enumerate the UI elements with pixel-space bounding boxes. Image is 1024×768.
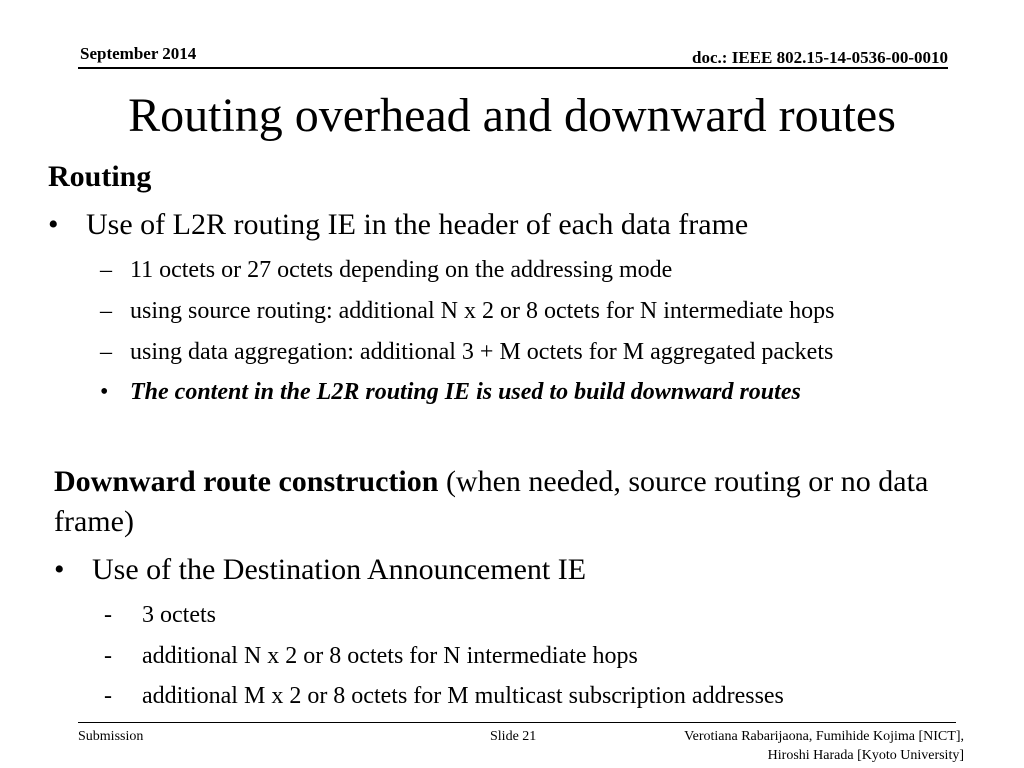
routing-subitem-text: 11 octets or 27 octets depending on the addressing mode [130, 257, 673, 283]
slide-title: Routing overhead and downward routes [128, 89, 896, 142]
footer-authors-line1: Verotiana Rabarijaona, Fumihide Kojima [NICT], [684, 729, 964, 744]
routing-item-text: Use of L2R routing IE in the header of each data frame [86, 208, 749, 241]
hyphen-icon: - [104, 602, 112, 628]
downward-subitem-text: 3 octets [142, 602, 216, 628]
header-divider [78, 67, 948, 69]
footer-slide-number: Slide 21 [490, 729, 537, 744]
dash-icon: – [100, 298, 112, 324]
routing-subitem-text: using source routing: additional N x 2 or 8 octets for N intermediate hops [130, 298, 835, 324]
footer-divider [78, 722, 956, 723]
routing-emphasis-text: The content in the L2R routing IE is used to build downward routes [130, 379, 801, 405]
header-doc-id: doc.: IEEE 802.15-14-0536-00-0010 [692, 48, 948, 67]
dash-icon: – [100, 339, 112, 365]
routing-subitem-text: using data aggregation: additional 3 + M octets for M aggregated packets [130, 339, 834, 365]
footer-authors-line2: Hiroshi Harada [Kyoto University] [767, 748, 964, 763]
downward-heading [54, 462, 954, 542]
dash-icon: – [100, 257, 112, 283]
footer-submission: Submission [78, 729, 144, 744]
downward-subitem-text: additional M x 2 or 8 octets for M multicast subscription addresses [142, 683, 784, 709]
routing-heading: Routing [48, 160, 152, 193]
downward-subitem-text: additional N x 2 or 8 octets for N intermediate hops [142, 643, 638, 669]
bullet-icon: • [48, 208, 59, 241]
bullet-icon: • [100, 379, 109, 405]
hyphen-icon: - [104, 643, 112, 669]
header-date: September 2014 [80, 44, 197, 63]
hyphen-icon: - [104, 683, 112, 709]
downward-heading-rest: (when needed, source routing or no data frame) [54, 465, 929, 538]
downward-heading-bold: Downward route construction [54, 465, 439, 498]
downward-item-text: Use of the Destination Announcement IE [92, 553, 587, 586]
bullet-icon: • [54, 553, 65, 586]
